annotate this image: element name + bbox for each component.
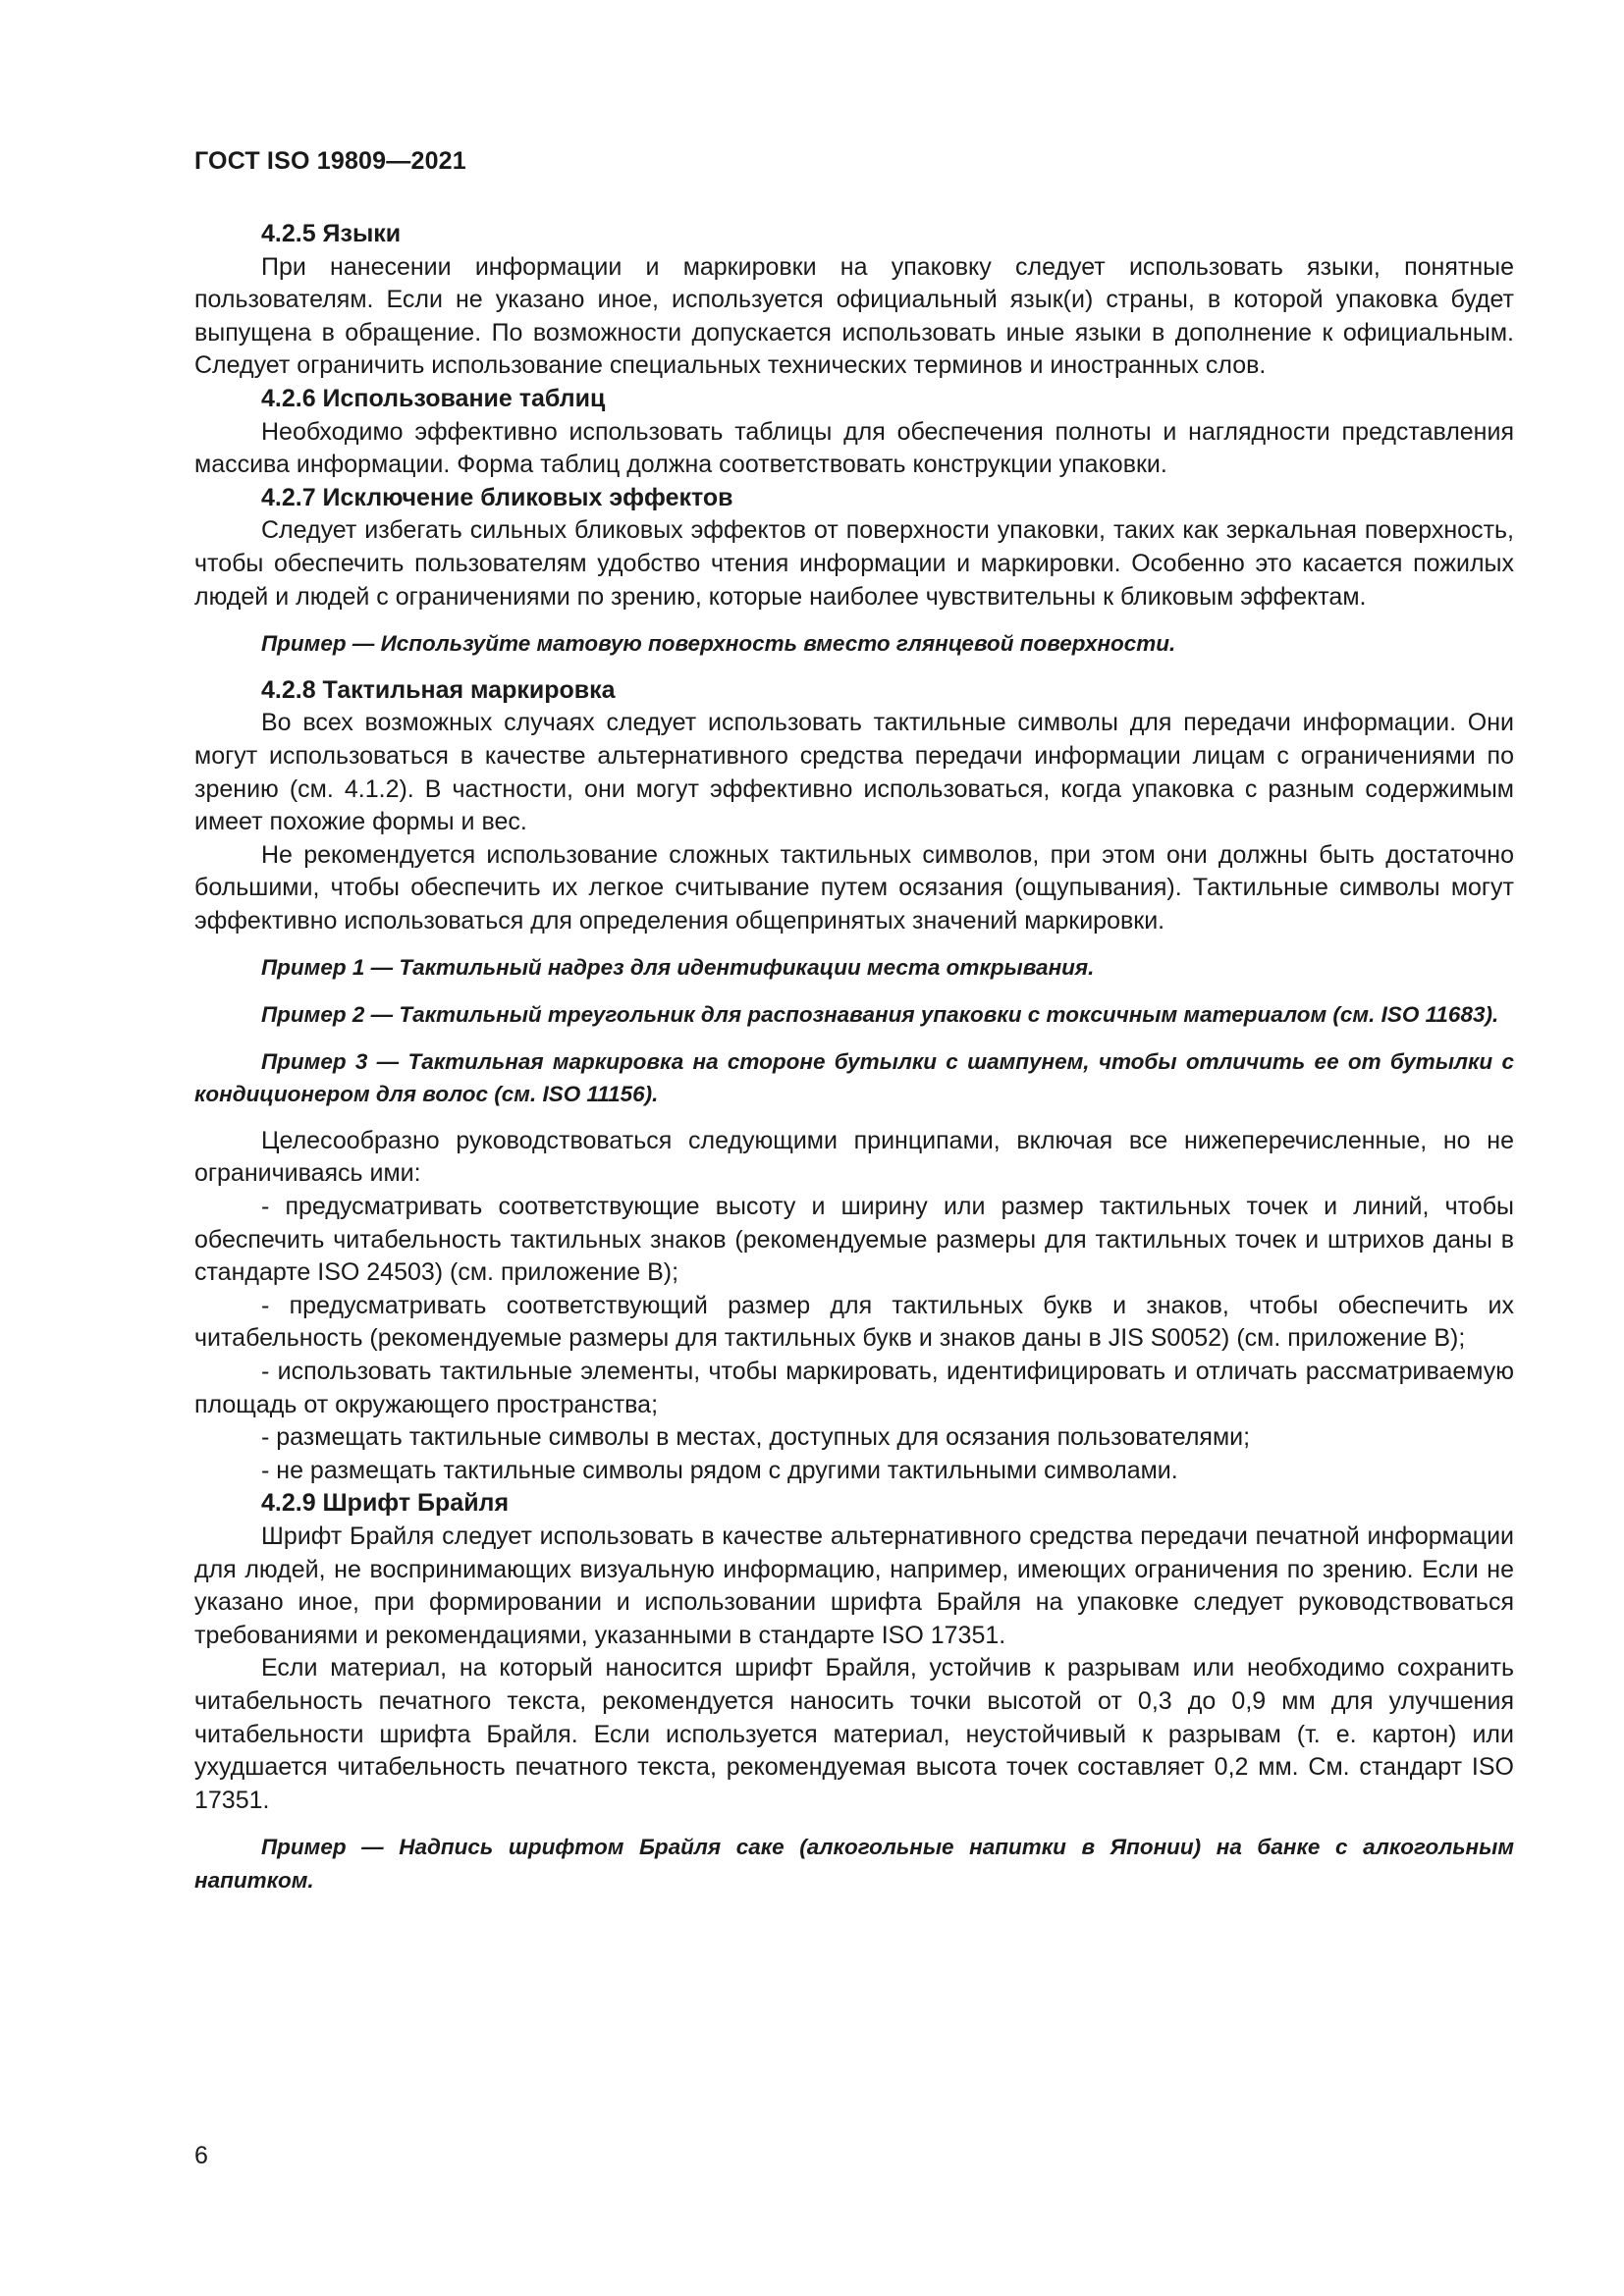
section-heading-4-2-7: 4.2.7 Исключение бликовых эффектов [261,483,733,511]
paragraph: Целесообразно руководствоваться следующими принципами, включая все нижеперечисленные, но не ограничиваясь ими: [194,1126,1514,1188]
list-item: - использовать тактильные элементы, чтобы маркировать, идентифицировать и отличать рассматриваемую площадь от окружающего пространства; [194,1358,1514,1418]
list-item: - предусматривать соответствующий размер для тактильных букв и знаков, чтобы обеспечить их читабельность (рекомендуемые размеры для тактильных букв и знаков даны в JIS S0052) (см. приложение В); [194,1291,1514,1353]
example-note: Пример — Надпись шрифтом Брайля саке (алкогольные напитки в Японии) на банке с алкогольным напитком. [194,1835,1514,1893]
list-item: - размещать тактильные символы в местах, доступных для осязания пользователями; [261,1423,1251,1452]
section-heading-4-2-9: 4.2.9 Шрифт Брайля [261,1489,510,1518]
paragraph: Если материал, на который наносится шрифт Брайля, устойчив к разрывам или необходимо сохранить читабельность печатного текста, рекомендуется наносить точки высотой от 0,3 до 0,9 мм для улучшения читабельности шрифта Брайля. Если используется материал, неустойчивый к разрывам (т. е. картон) или ухудшается читабельность печатного текста, рекомендуемая высота точек составляет 0,2 мм. См. стандарт ISO 17351. [194,1654,1514,1814]
section-heading-4-2-5: 4.2.5 Языки [261,220,402,247]
example-note-3: Пример 3 — Тактильная маркировка на стороне бутылки с шампунем, чтобы отличить ее от бутылки с кондиционером для волос (см. ISO 11156). [194,1048,1514,1107]
document-header: ГОСТ ISO 19809—2021 [194,147,466,175]
list-item: - предусматривать соответствующие высоту и ширину или размер тактильных точек и линий, чтобы обеспечить читабельность тактильных знаков (рекомендуемые размеры для тактильных точек и штрихов даны в стандарте ISO 24503) (см. приложение В); [194,1193,1514,1287]
paragraph: При нанесении информации и маркировки на упаковку следует использовать языки, понятные пользователям. Если не указано иное, используется официальный язык(и) страны, в которой упаковка будет выпущена в обращение. По возможности допускается использовать иные языки в дополнение к официальным. Следует ограничить использование специальных технических терминов и иностранных слов. [194,252,1514,380]
paragraph: Следует избегать сильных бликовых эффектов от поверхности упаковки, таких как зеркальная поверхность, чтобы обеспечить пользователям удобство чтения информации и маркировки. Особенно это касается пожилых людей и людей с ограничениями по зрению, которые наиболее чувствительны к бликовым эффектам. [194,516,1514,611]
list-item: - не размещать тактильные символы рядом с другими тактильными символами. [261,1456,1178,1484]
page-number: 6 [194,2142,208,2169]
document-body [194,218,1514,1897]
paragraph: Необходимо эффективно использовать таблицы для обеспечения полноты и наглядности представления массива информации. Форма таблиц должна соответствовать конструкции упаковки. [194,417,1514,479]
example-note-1: Пример 1 — Тактильный надрез для идентификации места открывания. [261,955,1095,981]
example-note: Пример — Используйте матовую поверхность вместо глянцевой поверхности. [261,631,1176,657]
paragraph: Шрифт Брайля следует использовать в качестве альтернативного средства передачи печатной информации для людей, не воспринимающих визуальную информацию, например, имеющих ограничения по зрению. Если не указано иное, при формировании и использовании шрифта Брайля на упаковке следует руководствоваться требованиями и рекомендациями, указанными в стандарте ISO 17351. [194,1522,1514,1649]
example-note-2: Пример 2 — Тактильный треугольник для распознавания упаковки с токсичным материалом (см. ISO 11683). [261,1002,1499,1028]
section-heading-4-2-8: 4.2.8 Тактильная маркировка [261,675,616,704]
section-heading-4-2-6: 4.2.6 Использование таблиц [261,384,606,412]
paragraph: Во всех возможных случаях следует использовать тактильные символы для передачи информации. Они могут использоваться в качестве альтернативного средства передачи информации лицам с ограничениями по зрению (см. 4.1.2). В частности, они могут эффективно использоваться, когда упаковка с разным содержимым имеет похожие формы и вес. [194,709,1514,836]
paragraph: Не рекомендуется использование сложных тактильных символов, при этом они должны быть достаточно большими, чтобы обеспечить их легкое считывание путем осязания (ощупывания). Тактильные символы могут эффективно использоваться для определения общепринятых значений маркировки. [194,840,1514,934]
